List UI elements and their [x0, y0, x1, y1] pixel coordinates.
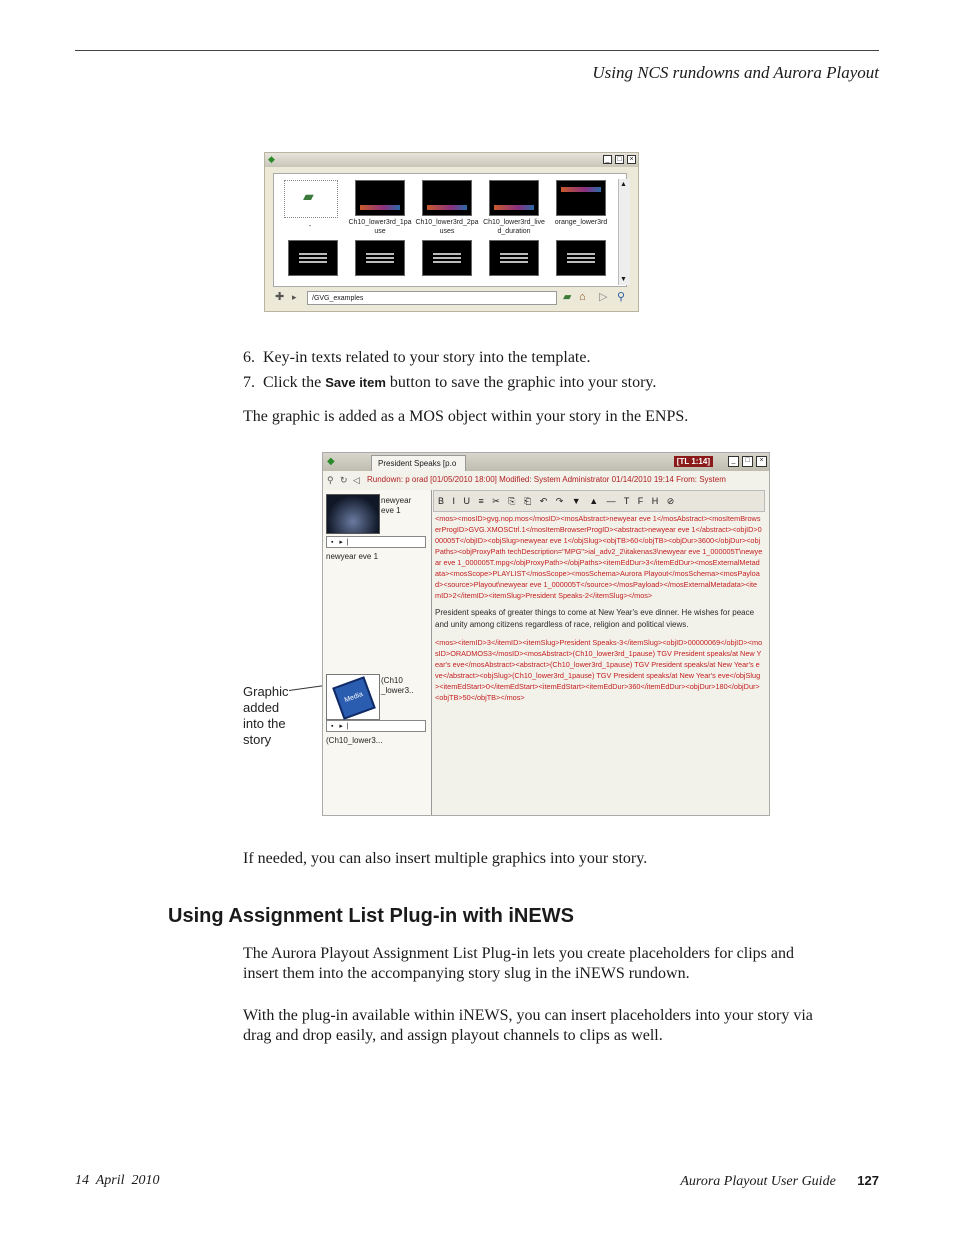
- folder-icon: ▰: [303, 188, 314, 204]
- rundown-info: Rundown: p orad [01/05/2010 18:00] Modified: System Administrator 01/14/2010 19:14 From: System: [367, 475, 726, 484]
- thumbnail-grid: [273, 173, 627, 287]
- item-label: newyear eve 1: [326, 552, 379, 561]
- running-head: Using NCS rundowns and Aurora Playout: [592, 63, 879, 82]
- graphic-thumbnail[interactable]: [556, 240, 606, 276]
- graphic-thumbnail[interactable]: [489, 240, 539, 276]
- thumb-caption: Ch10_lower3rd_1pa use: [348, 219, 412, 235]
- home-icon[interactable]: ⌂: [579, 291, 586, 303]
- graphic-thumbnail[interactable]: [422, 180, 472, 216]
- maximize-icon[interactable]: □: [615, 155, 624, 164]
- graphic-thumbnail[interactable]: [355, 240, 405, 276]
- paragraph-assignment-1: The Aurora Playout Assignment List Plug-in lets you create placeholders for clips and insert them into the accompanying story slug in the iNEWS rundown.: [243, 945, 794, 982]
- video-thumbnail[interactable]: [326, 494, 380, 534]
- tab-story[interactable]: President Speaks [p.o: [371, 455, 466, 471]
- search-icon[interactable]: ⚲: [327, 475, 334, 485]
- playback-controls[interactable]: ▪ ▸ |: [326, 536, 426, 548]
- step-7: [243, 373, 656, 393]
- graphics-browser-screenshot: [264, 152, 639, 312]
- thumb-caption: -: [308, 223, 312, 230]
- close-icon[interactable]: ×: [627, 155, 636, 164]
- step-number: 7.: [243, 374, 255, 391]
- thumb-caption: Ch10_lower3rd_live d_duration: [483, 219, 545, 235]
- minimize-icon[interactable]: _: [728, 456, 739, 467]
- footer-right: [680, 1173, 879, 1190]
- footer-date: 14 April 2010: [75, 1173, 160, 1188]
- item-label: (Ch10_lower3...: [326, 736, 383, 745]
- maximize-icon[interactable]: □: [742, 456, 753, 467]
- story-body[interactable]: [435, 513, 763, 703]
- puzzle-icon[interactable]: ✚: [275, 291, 285, 303]
- enps-story-screenshot: [243, 452, 770, 816]
- dropdown-icon[interactable]: ▸: [292, 292, 297, 302]
- browser-titlebar: [265, 153, 638, 167]
- play-icon[interactable]: ▷: [599, 291, 608, 303]
- app-icon: ◆: [268, 154, 275, 164]
- paragraph-assignment-2: With the plug-in available within iNEWS, you can insert placeholders into your story via drag and drop easily, and assign playout channels to clips as well.: [243, 1007, 813, 1044]
- mos-object-panel: [323, 490, 432, 815]
- timer-badge: [TL 1:14]: [674, 456, 713, 467]
- section-heading: Using Assignment List Plug-in with iNEWS: [168, 905, 574, 927]
- thumb-caption: Ch10_lower3rd_2pa uses: [415, 219, 479, 235]
- step-6: [243, 348, 590, 368]
- folder-add-icon[interactable]: ▰: [563, 291, 572, 303]
- callout-line: [289, 685, 325, 691]
- scroll-down-icon[interactable]: ▼: [620, 276, 627, 283]
- app-icon: ◆: [327, 456, 335, 467]
- step-number: 6.: [243, 349, 255, 366]
- item-slug: (Ch10 _lower3..: [381, 676, 414, 695]
- paragraph-mos: The graphic is added as a MOS object within your story in the ENPS.: [243, 408, 689, 425]
- graphic-thumbnail[interactable]: [422, 240, 472, 276]
- refresh-icon[interactable]: ↻: [340, 475, 348, 485]
- graphic-thumbnail[interactable]: [489, 180, 539, 216]
- back-icon[interactable]: ◁: [353, 475, 360, 485]
- mos-xml-block: <mos><mosID>gvg.nop.mos</mosID><mosAbstract>newyear eve 1</mosAbstract><mosItemBrowserProgID>GVG.XMOSCtrl.1</mosItemBrowserProgID><abstract>newyear eve 1</abstract><objID>000005T</objID><objSlug>newyear eve 1</objSlug><objTB>60</objTB><objDur>3600</objDur><objPaths><objProxyPath techDescription="MPG">ial_adv2_2\itakenas3\newyear eve 1_000005T\newyear eve 1_000005T.mpg</objProxyPath></objPaths><itemEdDur>3</itemEdDur><mosExternalMetadata><mosScope>PLAYLIST</mosScope><mosSchema>Aurora Playout</mosSchema><mosPayload><source>Playout\newyear eve 1_000005T</source></mosPayload></mosExternalMetadata><itemID>2</itemID><itemSlug>President Speaks-2</itemSlug></mos>: [435, 514, 763, 600]
- minimize-icon[interactable]: _: [603, 155, 612, 164]
- item-slug: newyear eve 1: [381, 496, 412, 515]
- format-toolbar[interactable]: B I U ≡ ✂ ⎘ ⎗ ↶ ↷ ▼ ▲ — T F H ⊘: [433, 490, 765, 512]
- header-rule: [75, 50, 879, 51]
- media-card-icon: Media: [332, 676, 376, 720]
- graphic-thumbnail[interactable]: [355, 180, 405, 216]
- step-text-prefix: Click the: [263, 374, 322, 391]
- story-window: [322, 452, 770, 816]
- scroll-up-icon[interactable]: ▲: [620, 181, 627, 188]
- close-icon[interactable]: ×: [756, 456, 767, 467]
- paragraph-multiple: If needed, you can also insert multiple graphics into your story.: [243, 850, 648, 867]
- save-item-label: Save item: [325, 375, 386, 390]
- vertical-scrollbar[interactable]: [618, 179, 630, 285]
- search-icon[interactable]: ⚲: [617, 291, 626, 303]
- mos-xml-block: <mos><itemID>3</itemID><itemSlug>President Speaks-3</itemSlug><objID>00000069</objID><mosID>ORADMOS3</mosID><mosAbstract>(Ch10_lower3rd_1pause) TGV President speaks/at New Year's eve</mosAbstract><abstract>(Ch10_lower3rd_1pause) TGV President speaks/at New Year's eve</abstract><objSlug>(Ch10_lower3rd_1pause) TGV President speaks/at New Year's eve</objSlug><itemEdStart>0</itemEdStart><itemEdStart><itemEdDur>360</itemEdDur><objDur>180</objDur><objTB>50</objTB></mos>: [435, 638, 763, 702]
- thumb-caption: orange_lower3rd: [554, 219, 608, 226]
- story-text: President speaks of greater things to come at New Year's eve dinner. He wishes for peace and unity among citizens regardless of race, religion and political views.: [435, 608, 755, 629]
- folder-up-item[interactable]: [284, 180, 338, 218]
- callout-label: Graphic added into the story: [243, 684, 289, 747]
- step-text-suffix: button to save the graphic into your story.: [389, 374, 657, 391]
- playback-controls[interactable]: ▪ ▸ |: [326, 720, 426, 732]
- graphic-thumbnail[interactable]: [288, 240, 338, 276]
- graphic-thumbnail[interactable]: [556, 180, 606, 216]
- step-text: Key-in texts related to your story into the template.: [263, 349, 591, 366]
- graphic-object[interactable]: [326, 674, 380, 720]
- path-field[interactable]: /GVG_examples: [307, 291, 557, 305]
- page-number: 127: [857, 1173, 879, 1188]
- tab-bar: [323, 453, 769, 471]
- guide-title: Aurora Playout User Guide: [680, 1174, 836, 1189]
